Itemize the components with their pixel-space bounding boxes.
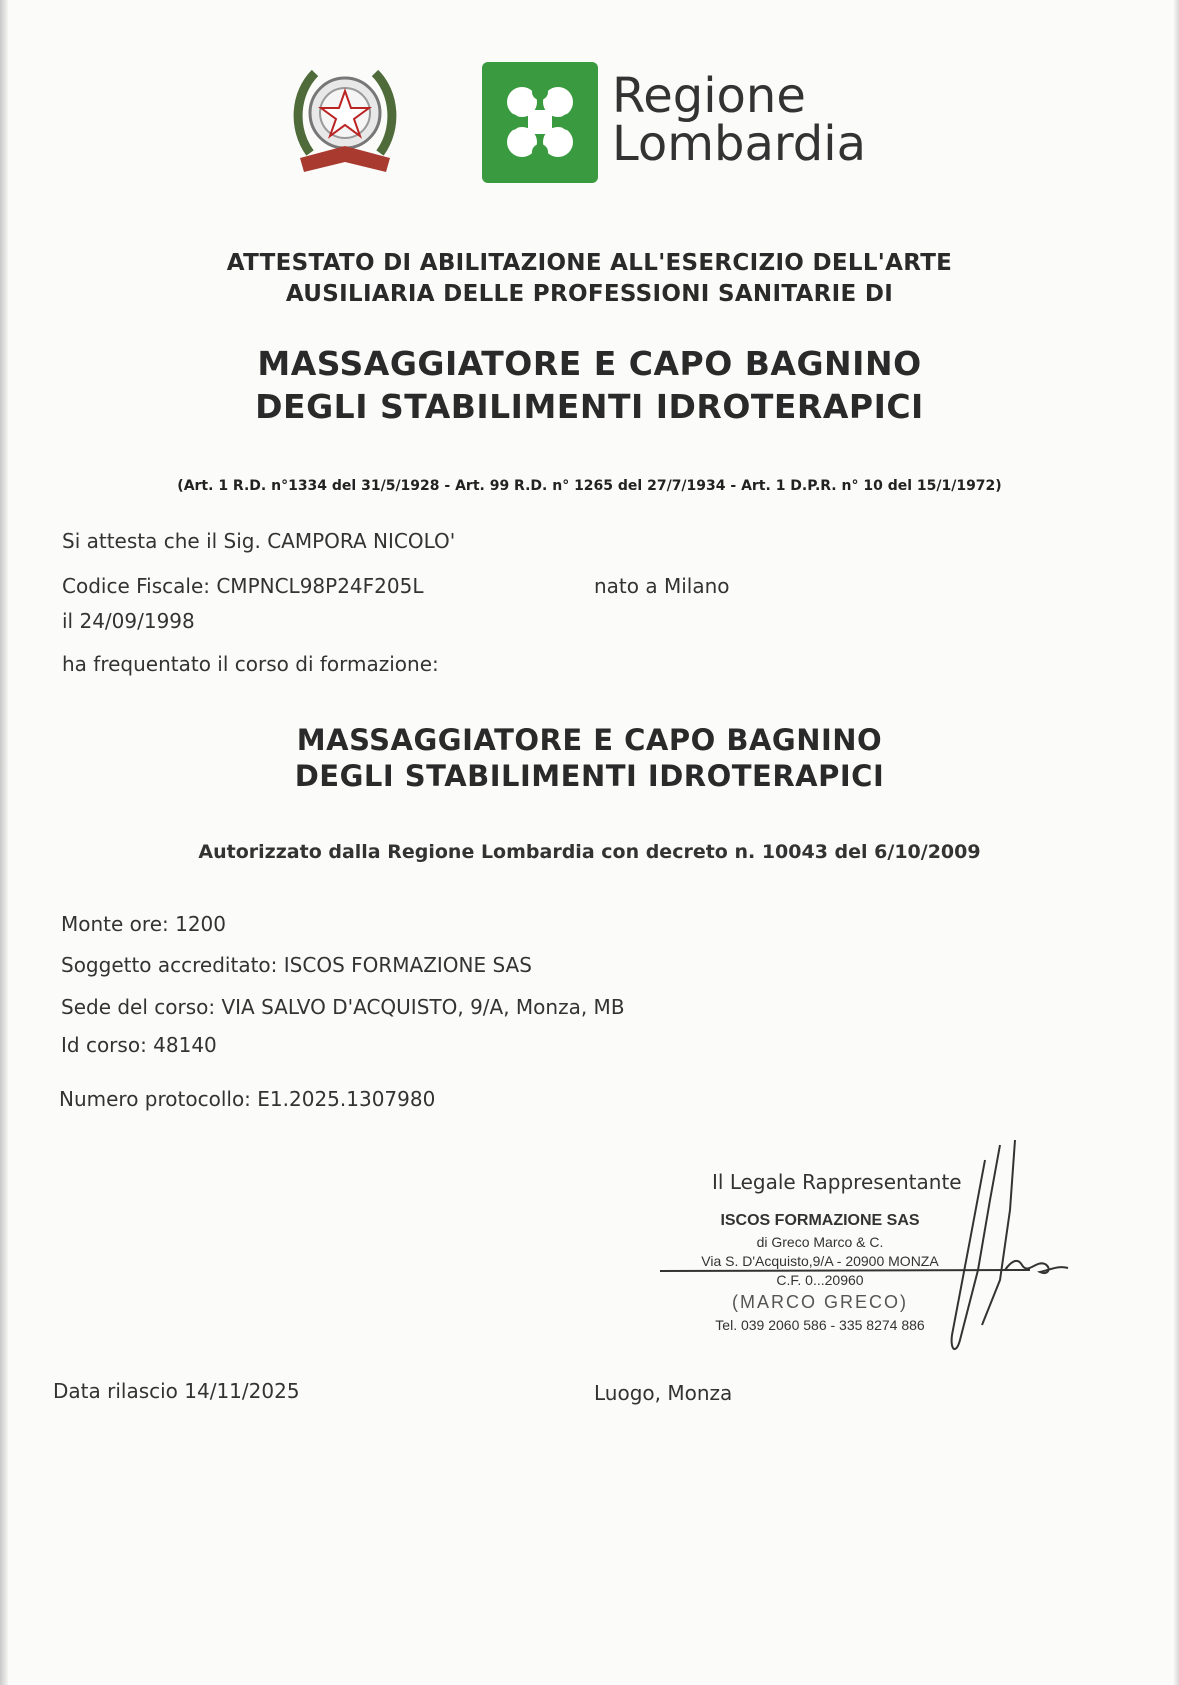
course-location: Sede del corso: VIA SALVO D'ACQUISTO, 9/A, Monza, MB [61,995,625,1019]
stamp-address: Via S. D'Acquisto,9/A - 20900 MONZA [701,1253,939,1269]
certificate-heading-line2: AUSILIARIA DELLE PROFESSIONI SANITARIE DI [285,281,894,307]
region-name-line2: Lombardia [612,116,867,172]
regione-lombardia-logo [482,62,598,183]
attestation-course-intro: ha frequentato il corso di formazione: [62,652,439,676]
handwritten-signature [660,1140,1080,1360]
protocol-number: Numero protocollo: E1.2025.1307980 [59,1087,436,1111]
attestation-tax-code: Codice Fiscale: CMPNCL98P24F205L [62,574,424,598]
course-title-line1: MASSAGGIATORE E CAPO BAGNINO [296,723,883,757]
stamp-tax-code: C.F. 0...20960 [776,1272,864,1288]
attestation-birthplace: nato a Milano [594,574,730,598]
course-provider: Soggetto accreditato: ISCOS FORMAZIONE SAS [61,953,532,977]
stamp-phone: Tel. 039 2060 586 - 335 8274 886 [715,1317,925,1333]
italian-republic-emblem [290,58,400,184]
certificate-heading-line1: ATTESTATO DI ABILITAZIONE ALL'ESERCIZIO DELL'ARTE [226,250,953,276]
issue-date: Data rilascio 14/11/2025 [53,1379,300,1403]
authorization-decree: Autorizzato dalla Regione Lombardia con decreto n. 10043 del 6/10/2009 [198,841,981,863]
attestation-name: Si attesta che il Sig. CAMPORA NICOLO' [62,529,456,553]
certificate-title-line1: MASSAGGIATORE E CAPO BAGNINO [257,344,922,383]
representative-name: (MARCO GRECO) [732,1292,908,1312]
course-hours: Monte ore: 1200 [61,912,226,936]
legal-reference: (Art. 1 R.D. n°1334 del 31/5/1928 - Art. 99 R.D. n° 1265 del 27/7/1934 - Art. 1 D.P.R. n° 10 del 15/1/1972) [177,478,1002,494]
attestation-birthdate: il 24/09/1998 [62,609,195,633]
legal-representative-label: Il Legale Rappresentante [712,1170,962,1194]
certificate-title-line2: DEGLI STABILIMENTI IDROTERAPICI [255,387,924,426]
stamp-company-name: ISCOS FORMAZIONE SAS [720,1212,920,1229]
stamp-company-owner: di Greco Marco & C. [756,1234,884,1250]
regione-lombardia-wordmark [612,68,867,172]
course-id: Id corso: 48140 [61,1033,217,1057]
issue-place: Luogo, Monza [594,1381,733,1405]
course-title-line2: DEGLI STABILIMENTI IDROTERAPICI [294,759,885,793]
region-name-line1: Regione [612,68,806,124]
